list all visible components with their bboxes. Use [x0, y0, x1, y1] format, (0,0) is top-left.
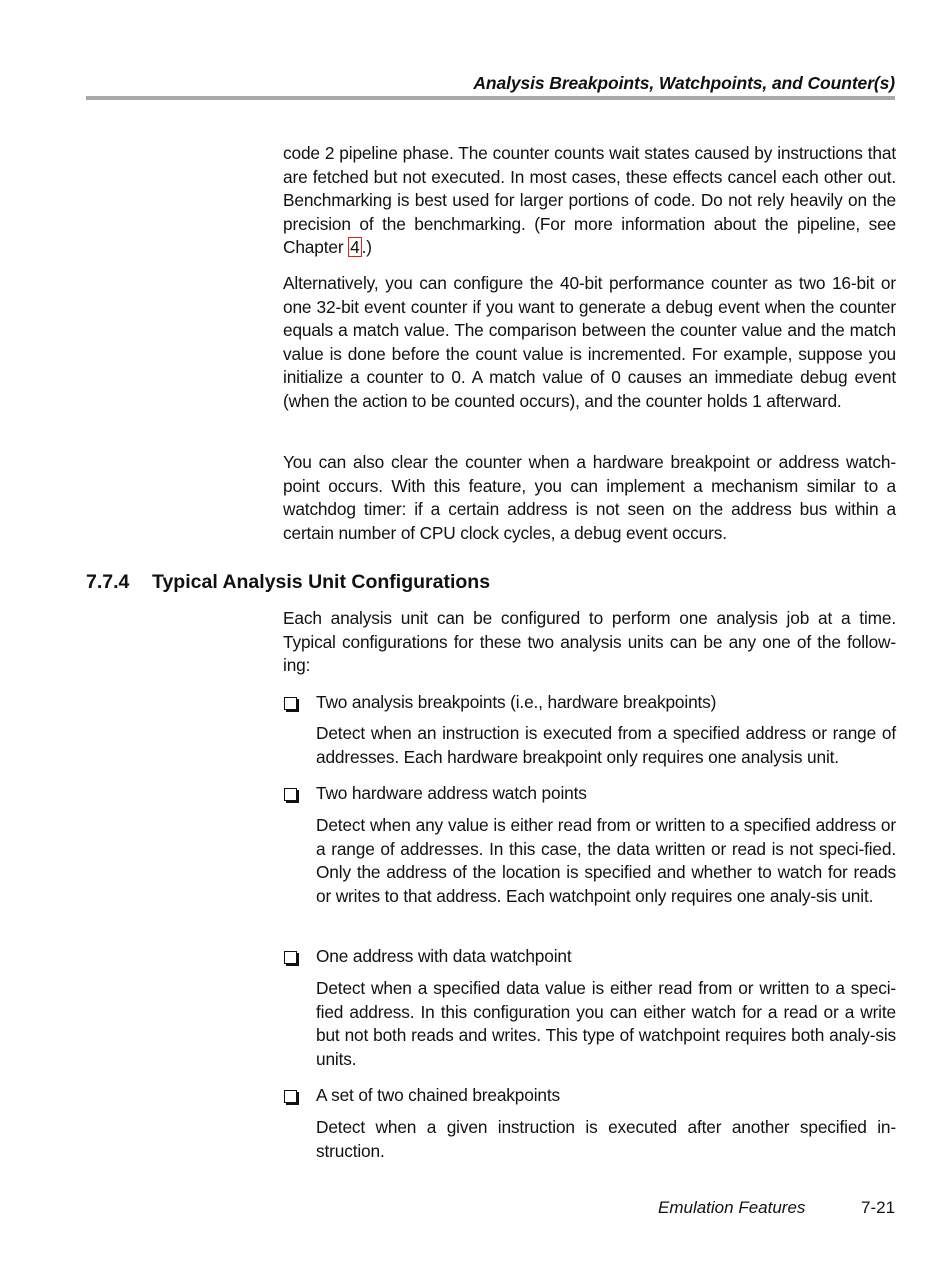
checkbox-bullet-icon: [284, 788, 297, 801]
list-item-description: Detect when a specified data value is either read from or written to a speci-fied address. In this configuration you can either watch for a read or a write but not both reads and writes. This type of watchpoint requires both analy-sis units.: [316, 978, 896, 1069]
paragraph-clear-counter: You can also clear the counter when a hardware breakpoint or address watch-point occurs. With this feature, you can implement a mechanism similar to a watchdog timer: if a certain address is not seen on the address bus within a certain number of CPU clock cycles, a debug event occurs.: [283, 452, 896, 543]
checkbox-bullet-icon: [284, 1090, 297, 1103]
running-head: Analysis Breakpoints, Watchpoints, and Counter(s): [473, 73, 895, 93]
list-item-label: One address with data watchpoint: [316, 946, 572, 966]
list-item-label: A set of two chained breakpoints: [316, 1085, 561, 1105]
paragraph-counter-config: Alternatively, you can configure the 40-bit performance counter as two 16-bit or one 32-bit event counter if you want to generate a debug event when the counter equals a match value. The comparison between the counter value and the match value is done before the count value is incremented. For example, suppose you initialize a counter to 0. A match value of 0 causes an immediate debug event (when the action to be counted occurs), and the counter holds 1 afterward.: [283, 273, 896, 411]
section-intro: Each analysis unit can be configured to perform one analysis job at a time. Typical configurations for these two analysis units can be any one of the follow-ing:: [283, 608, 896, 676]
header-rule: [86, 96, 895, 100]
paragraph-pipeline: [283, 142, 896, 260]
list-item-label: Two hardware address watch points: [316, 783, 587, 803]
list-item-description: Detect when an instruction is executed from a specified address or range of addresses. Each hardware breakpoint only requires one analysis unit.: [316, 723, 896, 767]
section-heading: [86, 571, 490, 594]
section-title: Typical Analysis Unit Configurations: [152, 571, 491, 593]
checkbox-bullet-icon: [284, 951, 297, 964]
list-item-description: Detect when any value is either read from or written to a specified address or a range of addresses. In this case, the data written or read is not speci-fied. Only the address of the location is specified and whether to watch for reads or writes to that address. Each watchpoint only requires one analy-sis unit.: [316, 815, 896, 906]
page-number: 7-21: [861, 1198, 896, 1217]
footer-title: Emulation Features: [658, 1198, 806, 1217]
paragraph-pipeline-text: code 2 pipeline phase. The counter counts wait states caused by instructions that are fetched but not executed. In most cases, these effects cancel each other out. Benchmarking is best used for larger portions of code. Do not rely heavily on the precision of the benchmarking. (For more information about the pipeline, see Chapter: [283, 143, 896, 258]
checkbox-bullet-icon: [284, 697, 297, 710]
paragraph-pipeline-end: .): [361, 237, 372, 258]
chapter-link[interactable]: 4: [350, 237, 360, 258]
list-item-label: Two analysis breakpoints (i.e., hardware breakpoints): [316, 692, 717, 712]
list-item-description: Detect when a given instruction is executed after another specified in-struction.: [316, 1117, 896, 1161]
section-number: 7.7.4: [86, 571, 130, 593]
